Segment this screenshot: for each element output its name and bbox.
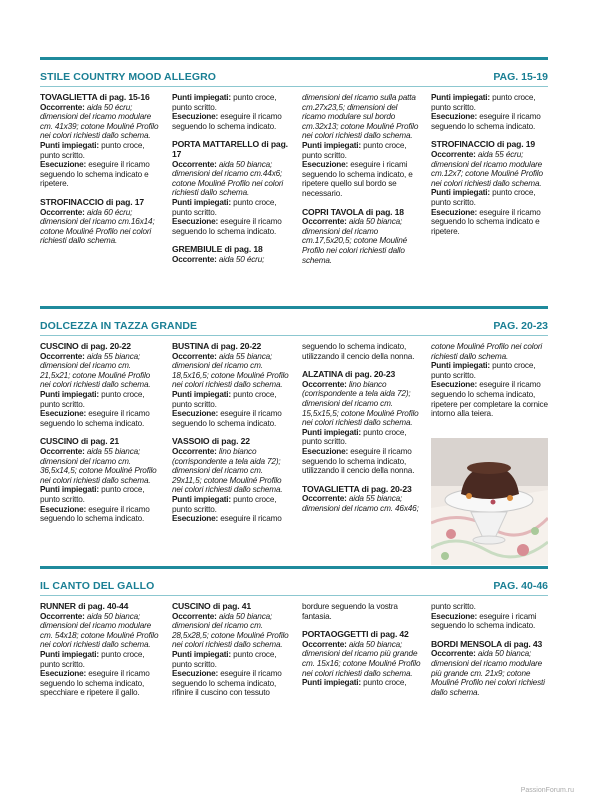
line-key: Esecuzione: [172,409,219,419]
line-value: eseguire i ricami seguendo lo schema indicato. [431,611,537,631]
line-key: Esecuzione: [302,446,349,456]
instruction-item [40,198,160,246]
line-value: aida 50 bianca; dimensioni del ricamo cm. 28,5x28,5; cotone Mouliné Profilo nei colori richiesti dallo schema. [172,611,289,650]
item-line [302,342,422,361]
line-value: cotone Mouliné Profilo nei colori richiesti dallo schema. [431,342,543,361]
item-line [40,390,160,409]
line-key: Punti impiegati: [40,140,100,150]
item-heading: CUSCINO di pag. 21 [40,436,119,447]
instruction-item [302,370,422,476]
line-key: Occorrente: [431,149,476,159]
line-value: eseguire il ricamo seguendo lo schema indicato. [431,112,541,131]
item-heading: ALZATINA di pag. 20-23 [302,369,396,380]
line-value: aida 55 bianca; dimensioni del ricamo cm. 36,5x14,5; cotone Mouliné Profilo nei colori richiesti dallo schema. [40,446,157,485]
line-key: Punti impiegati: [431,361,491,371]
line-key: Occorrente: [302,379,347,389]
line-key: Punti impiegati: [302,427,362,437]
instruction-item [172,140,292,236]
line-value: punto croce, punto scritto. [302,140,407,160]
item-line [40,612,160,650]
line-value: punto croce, punto scritto. [172,494,277,514]
line-value: aida 50 bianca; dimensioni del ricamo modulare più grande cm. 21x9; cotone Mouliné Profilo nei colori richiesti dallo schema. [431,649,545,697]
line-value: eseguire il ricamo seguendo lo schema indicato, ripetere per completare la cornice intorno alla teiera. [431,380,548,419]
item-heading: GREMBIULE di pag. 18 [172,244,263,255]
item-heading: BORDI MENSOLA di pag. 43 [431,638,543,649]
line-value: eseguire il ricamo seguendo lo schema indicato. [40,504,150,524]
item-line [40,141,160,160]
section-title-rule [40,595,548,596]
line-key: Esecuzione: [40,504,87,514]
item-line [431,380,551,418]
cake-photo-illustration [431,438,548,565]
line-value: eseguire il ricamo seguendo lo schema indicato, utilizzando il cencio della nonna. [302,446,415,476]
item-heading: STROFINACCIO di pag. 17 [40,196,144,207]
line-key: Occorrente: [40,207,85,217]
item-line [172,495,292,514]
line-value: punto croce, punto scritto. [172,389,277,409]
line-key: Occorrente: [172,611,217,621]
line-key: Esecuzione: [172,669,219,679]
line-value: aida 55 bianca; dimensioni del ricamo cm. 46x46; [302,494,419,513]
item-line [40,447,160,485]
item-line [40,669,160,698]
section-canto-gallo [40,566,548,766]
item-line [40,505,160,524]
line-key: Occorrente: [172,254,217,264]
item-line [302,494,422,513]
line-value: eseguire i ricami seguendo lo schema indicato, e ripetere quello sul bordo se necessario. [302,160,413,198]
line-value: eseguire il ricamo seguendo lo schema indicato, specchiare e ripetere il gallo. [40,669,150,698]
item-line [431,150,551,188]
text-column [172,93,292,274]
item-heading: TOVAGLIETTA di pag. 15-16 [40,92,150,102]
item-line [172,93,292,112]
line-key: Esecuzione: [431,380,478,390]
line-key: Occorrente: [302,494,347,504]
line-key: Punti impiegati: [40,485,100,495]
line-key: Punti impiegati: [172,197,232,207]
item-line [302,141,422,160]
line-key: Punti impiegati: [431,188,491,198]
item-line [172,160,292,198]
item-line [172,217,292,236]
text-column [431,93,551,245]
line-value: punto croce, punto scritto. [431,188,536,207]
item-line [302,678,422,688]
instruction-item [172,93,292,131]
line-key: Punti impiegati: [40,649,100,659]
line-value: seguendo lo schema indicato, utilizzando il cencio della nonna. [302,342,415,361]
line-value: punto croce, punto scritto. [431,361,536,380]
line-value: aida 50 bianca; dimensioni del ricamo cm.17,5x20,5; cotone Mouliné Profilo nei colori richiesti dallo schema. [302,217,408,265]
instruction-item [431,602,551,631]
line-key: Occorrente: [302,639,347,649]
instruction-item [431,140,551,236]
section-title-rule [40,86,548,87]
line-value: aida 55 écru; dimensioni del ricamo modulare cm.12x7; cotone Mouliné Profilo nei colori richiesti dallo schema. [431,149,543,188]
line-value: eseguire il ricamo seguendo lo schema indicato. [40,409,150,428]
item-line [431,361,551,380]
instruction-item [302,208,422,266]
line-value: bordure seguendo la vostra fantasia. [302,602,398,621]
line-value: aida 50 bianca; dimensioni del ricamo cm.44x6; cotone Mouliné Profilo nei colori richiesti dallo schema. [172,159,284,198]
item-line [40,208,160,246]
line-key: Esecuzione: [302,160,349,170]
item-line [172,112,292,131]
line-value: punto croce, punto scritto. [40,649,145,669]
item-line [172,390,292,409]
instruction-item [40,602,160,698]
line-key: Esecuzione: [172,514,219,524]
line-value: eseguire il ricamo [220,514,282,524]
item-line [431,188,551,207]
instruction-item [40,437,160,523]
line-key: Esecuzione: [40,160,87,170]
line-value: eseguire il ricamo seguendo lo schema indicato. [172,409,282,428]
line-value: aida 50 bianca; dimensioni del ricamo modulare cm. 54x18; cotone Mouliné Profilo nei colori richiesti dallo schema. [40,611,159,650]
item-line [431,93,551,112]
line-key: Punti impiegati: [302,140,362,150]
line-value: punto croce, punto scritto. [40,485,145,504]
section-top-rule [40,566,548,569]
instruction-item [302,93,422,199]
text-column [302,602,422,697]
item-line [302,93,422,141]
item-line [431,649,551,697]
line-value: punto croce, punto scritto. [302,427,407,447]
item-line [431,612,551,631]
text-column [302,93,422,274]
instruction-item [431,93,551,131]
item-line [302,217,422,265]
instruction-item [40,93,160,189]
item-line [302,160,422,198]
item-line [172,352,292,390]
item-line [172,255,292,265]
item-line [431,208,551,237]
line-value: punto scritto. [431,602,476,611]
item-line [172,669,292,698]
item-line [40,650,160,669]
line-key: Punti impiegati: [302,678,362,688]
section-top-rule [40,306,548,309]
line-value: lino bianco (corrispondente a tela aida 72); dimensioni del ricamo cm. 15,5x15,5; cotone Mouliné Profilo nei colori richiesti dallo schema. [302,379,419,428]
item-line [40,352,160,390]
section-title: STILE COUNTRY MOOD ALLEGRO [40,71,217,83]
item-heading: TOVAGLIETTA di pag. 20-23 [302,483,412,494]
line-key: Punti impiegati: [172,93,232,102]
section-title-rule [40,335,548,336]
instruction-item [172,342,292,428]
line-value: eseguire il ricamo seguendo lo schema indicato. [172,112,282,131]
line-value: punto croce, [363,678,407,688]
line-key: Occorrente: [40,102,85,112]
item-line [172,650,292,669]
instruction-item [40,342,160,428]
line-key: Punti impiegati: [172,389,232,399]
text-column [431,602,551,706]
text-column [40,342,160,533]
line-key: Esecuzione: [40,409,87,419]
line-key: Occorrente: [172,159,217,169]
line-key: Esecuzione: [172,112,219,122]
line-key: Punti impiegati: [431,93,491,102]
item-heading: RUNNER di pag. 40-44 [40,601,129,611]
text-column [302,342,422,523]
item-heading: PORTAOGGETTI di pag. 42 [302,629,409,640]
line-value: punto croce, punto scritto. [40,140,145,160]
line-value: aida 55 bianca; dimensioni del ricamo cm. 18,5x16,5; cotone Mouliné Profilo nei colori richiesti dallo schema. [172,351,289,390]
line-value: lino bianco (corrispondente a tela aida 72); dimensioni del ricamo cm. 29x11,5; cotone Mouliné Profilo nei colori richiesti dallo schema. [172,446,283,495]
section-dolcezza [40,306,548,556]
section-top-rule [40,57,548,60]
line-value: punto croce, punto scritto. [431,93,536,112]
section-stile-country [40,57,548,297]
line-key: Esecuzione: [172,217,219,227]
line-value: aida 50 bianca; dimensioni del ricamo più grande cm. 15x16; cotone Mouliné Profilo nei colori richiesti dallo schema. [302,639,421,678]
line-value: aida 50 écru; [218,254,265,264]
instruction-item [302,630,422,688]
text-column [172,342,292,533]
instruction-item [302,485,422,514]
line-value: aida 60 écru; dimensioni del ricamo cm.16x14; cotone Mouliné Profilo nei colori richiesti dallo schema. [40,207,155,246]
item-line [431,112,551,131]
line-key: Occorrente: [431,649,476,659]
item-line [172,514,292,524]
instruction-item [172,602,292,698]
item-line [40,103,160,141]
item-line [302,602,422,621]
item-line [302,428,422,447]
item-line [431,342,551,361]
item-line [40,485,160,504]
text-column [40,602,160,707]
text-column [40,93,160,255]
line-key: Punti impiegati: [172,494,232,504]
line-value: punto croce, punto scritto. [40,389,145,409]
item-heading: COPRI TAVOLA di pag. 18 [302,206,404,217]
line-value: eseguire il ricamo seguendo lo schema indicato e ripetere. [431,207,541,236]
cake-photo [431,438,548,565]
item-heading: PORTA MATTARELLO di pag. 17 [172,139,288,159]
line-key: Occorrente: [40,611,85,621]
item-line [302,640,422,678]
item-line [302,380,422,428]
item-line [40,409,160,428]
line-value: punto croce, punto scritto. [172,649,277,669]
line-value: eseguire il ricamo seguendo lo schema indicato. [172,217,282,236]
instruction-item [172,245,292,264]
instruction-item [302,602,422,621]
item-line [431,602,551,612]
instruction-item [172,437,292,523]
item-heading: BUSTINA di pag. 20-22 [172,341,262,351]
instruction-item [302,342,422,361]
item-heading: CUSCINO di pag. 41 [172,601,251,611]
line-key: Esecuzione: [431,611,478,621]
section-pages: PAG. 20-23 [493,320,548,332]
line-key: Esecuzione: [431,112,478,122]
line-value: eseguire il ricamo seguendo lo schema indicato e ripetere. [40,160,150,189]
section-pages: PAG. 40-46 [493,580,548,592]
line-key: Esecuzione: [431,207,478,217]
item-line [172,198,292,217]
site-watermark: PassionForum.ru [520,787,574,794]
item-heading: STROFINACCIO di pag. 19 [431,139,535,150]
line-key: Occorrente: [40,351,85,361]
line-key: Esecuzione: [40,669,87,679]
section-title: IL CANTO DEL GALLO [40,580,155,592]
line-value: dimensioni del ricamo sulla patta cm.27x23,5; dimensioni del ricamo modulare sul bordo cm.32x13; cotone Mouliné Profilo nei colori richiesti dallo schema. [302,93,419,141]
line-key: Occorrente: [172,351,217,361]
item-heading: VASSOIO di pag. 22 [172,436,250,447]
line-value: aida 50 écru; dimensioni del ricamo modulare cm. 41x39; cotone Mouliné Profilo nei colori richiesti dallo schema. [40,102,159,141]
item-line [172,612,292,650]
instruction-item [431,640,551,698]
section-pages: PAG. 15-19 [493,71,548,83]
line-key: Occorrente: [172,446,217,456]
item-line [172,447,292,495]
item-line [302,447,422,476]
item-line [40,160,160,189]
line-key: Punti impiegati: [40,389,100,399]
item-line [172,409,292,428]
text-column [172,602,292,707]
item-heading: CUSCINO di pag. 20-22 [40,341,131,351]
line-value: punto croce, punto scritto. [172,197,277,217]
line-key: Punti impiegati: [172,649,232,659]
line-value: eseguire il ricamo seguendo lo schema indicato, rifinire il cuscino con tessuto [172,669,282,698]
line-key: Occorrente: [40,446,85,456]
text-column [431,342,551,428]
line-value: punto croce, punto scritto. [172,93,277,112]
line-key: Occorrente: [302,217,347,227]
section-title: DOLCEZZA IN TAZZA GRANDE [40,320,198,332]
instruction-item [431,342,551,419]
line-value: aida 55 bianca; dimensioni del ricamo cm. 21,5x21; cotone Mouliné Profilo nei colori richiesti dallo schema. [40,351,151,390]
